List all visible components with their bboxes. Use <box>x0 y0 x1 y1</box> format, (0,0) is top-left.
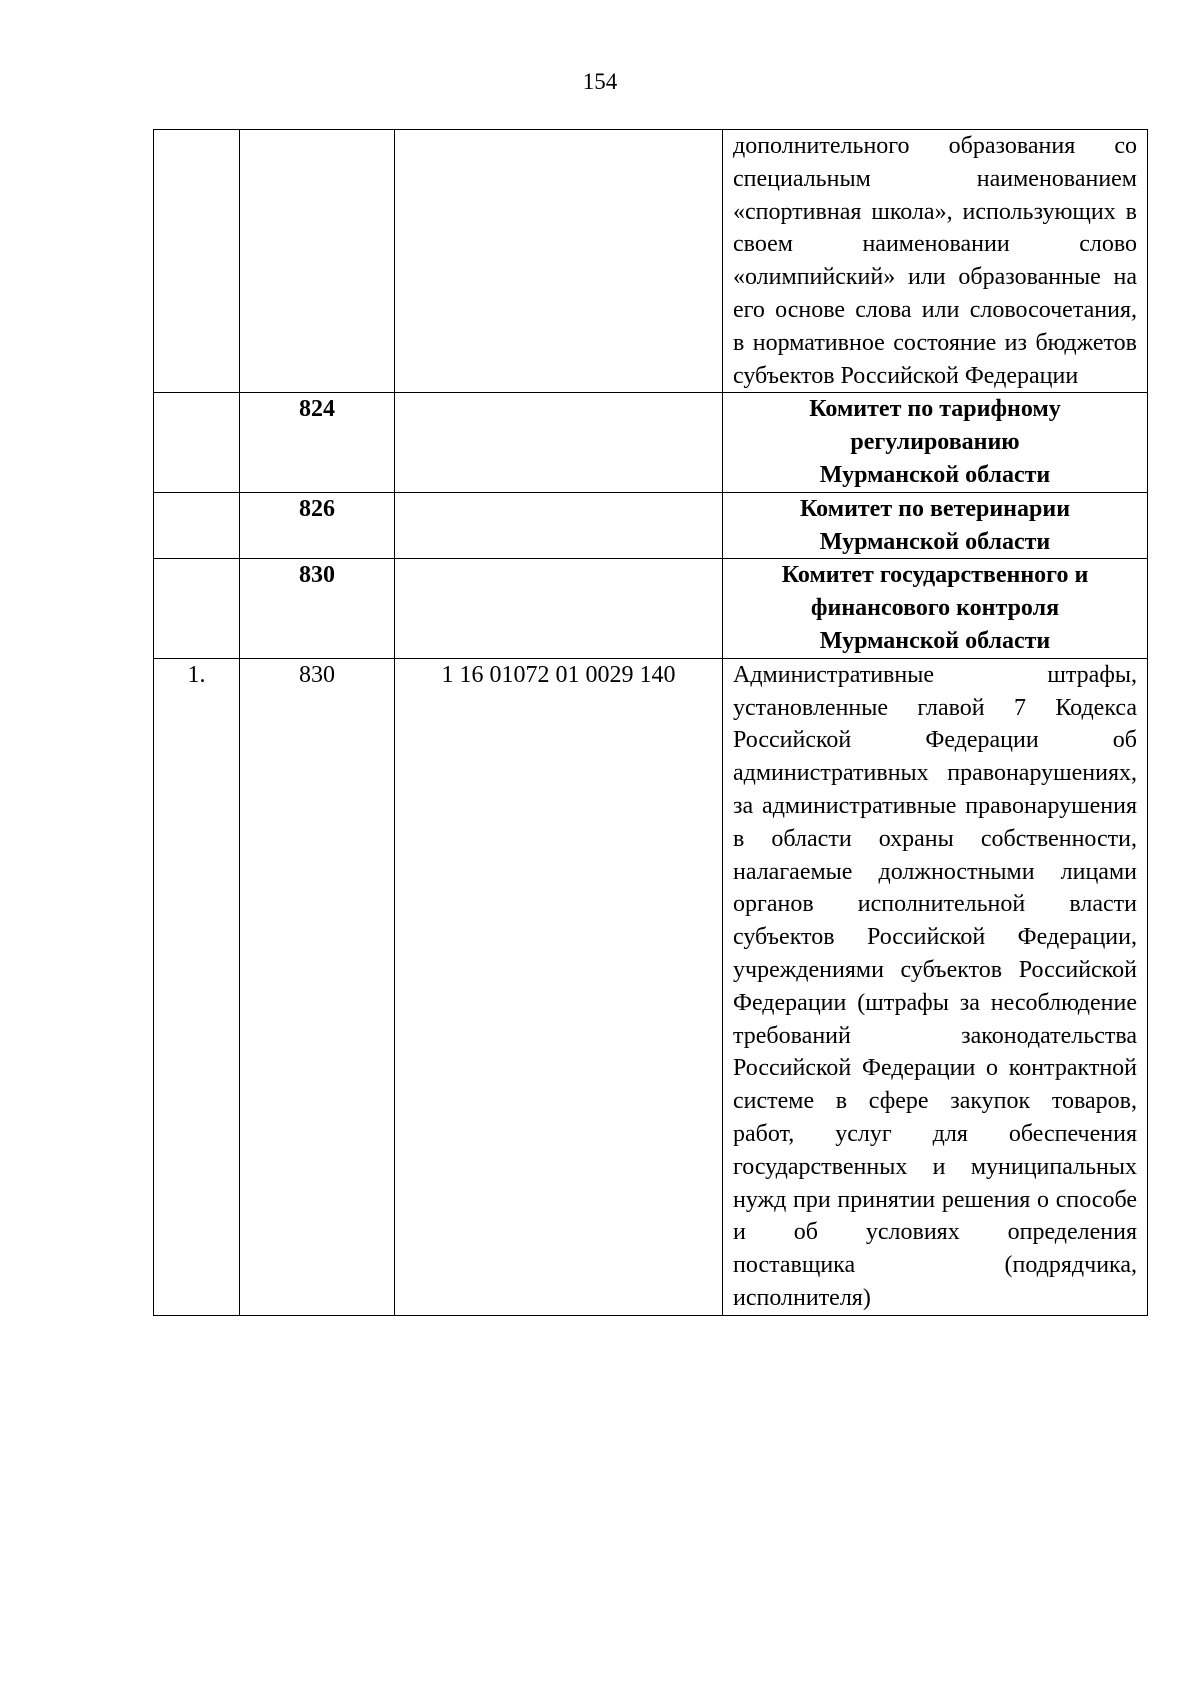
description-cell: дополнительного образования со специальным наименованием «спортивная школа», использующих в своем наименовании слово «олимпийский» или образованные на его основе слова или словосочетания, в нормативное состояние из бюджетов субъектов Российской Федерации <box>723 130 1148 393</box>
table-row <box>154 492 1148 559</box>
page-number: 154 <box>582 69 618 94</box>
administrator-name-line: Комитет по тарифному <box>809 396 1061 423</box>
administrator-name-cell <box>723 393 1148 492</box>
revenue-code-cell <box>395 492 723 559</box>
revenue-code-cell: 1 16 01072 01 0029 140 <box>395 658 723 1315</box>
row-number-cell <box>154 492 240 559</box>
revenue-code-cell <box>395 130 723 393</box>
table-row <box>154 658 1148 1315</box>
admin-code-cell: 830 <box>240 658 395 1315</box>
row-number-cell: 1. <box>154 658 240 1315</box>
administrator-name-line: Мурманской области <box>819 627 1051 654</box>
description-cell: Административные штрафы, установленные главой 7 Кодекса Российской Федерации об административных правонарушениях, за административные правонарушения в области охраны собственности, налагаемые должностными лицами органов исполнительной власти субъектов Российской Федерации, учреждениями субъектов Российской Федерации (штрафы за несоблюдение требований законодательства Российской Федерации о контрактной системе в сфере закупок товаров, работ, услуг для обеспечения государственных и муниципальных нужд при принятии решения о способе и об условиях определения поставщика (подрядчика, исполнителя) <box>723 658 1148 1315</box>
row-number-cell <box>154 393 240 492</box>
row-number-cell <box>154 130 240 393</box>
row-number-cell <box>154 559 240 658</box>
administrator-name-line: финансового контроля <box>810 595 1060 622</box>
administrator-name-cell <box>723 492 1148 559</box>
revenue-code-cell <box>395 559 723 658</box>
admin-code-cell <box>240 130 395 393</box>
administrator-name-line: Комитет государственного и <box>781 562 1089 589</box>
admin-code-cell: 830 <box>240 559 395 658</box>
administrator-name-line: Мурманской области <box>819 461 1051 488</box>
revenue-code-cell <box>395 393 723 492</box>
administrator-name-line: Комитет по ветеринарии <box>799 495 1071 522</box>
administrator-name-line: регулированию <box>850 429 1020 456</box>
administrator-name-cell <box>723 559 1148 658</box>
admin-code-cell: 826 <box>240 492 395 559</box>
table-row <box>154 130 1148 393</box>
table-row <box>154 393 1148 492</box>
table-row <box>154 559 1148 658</box>
admin-code-cell: 824 <box>240 393 395 492</box>
revenue-table <box>153 129 1148 1316</box>
administrator-name-line: Мурманской области <box>819 528 1051 555</box>
